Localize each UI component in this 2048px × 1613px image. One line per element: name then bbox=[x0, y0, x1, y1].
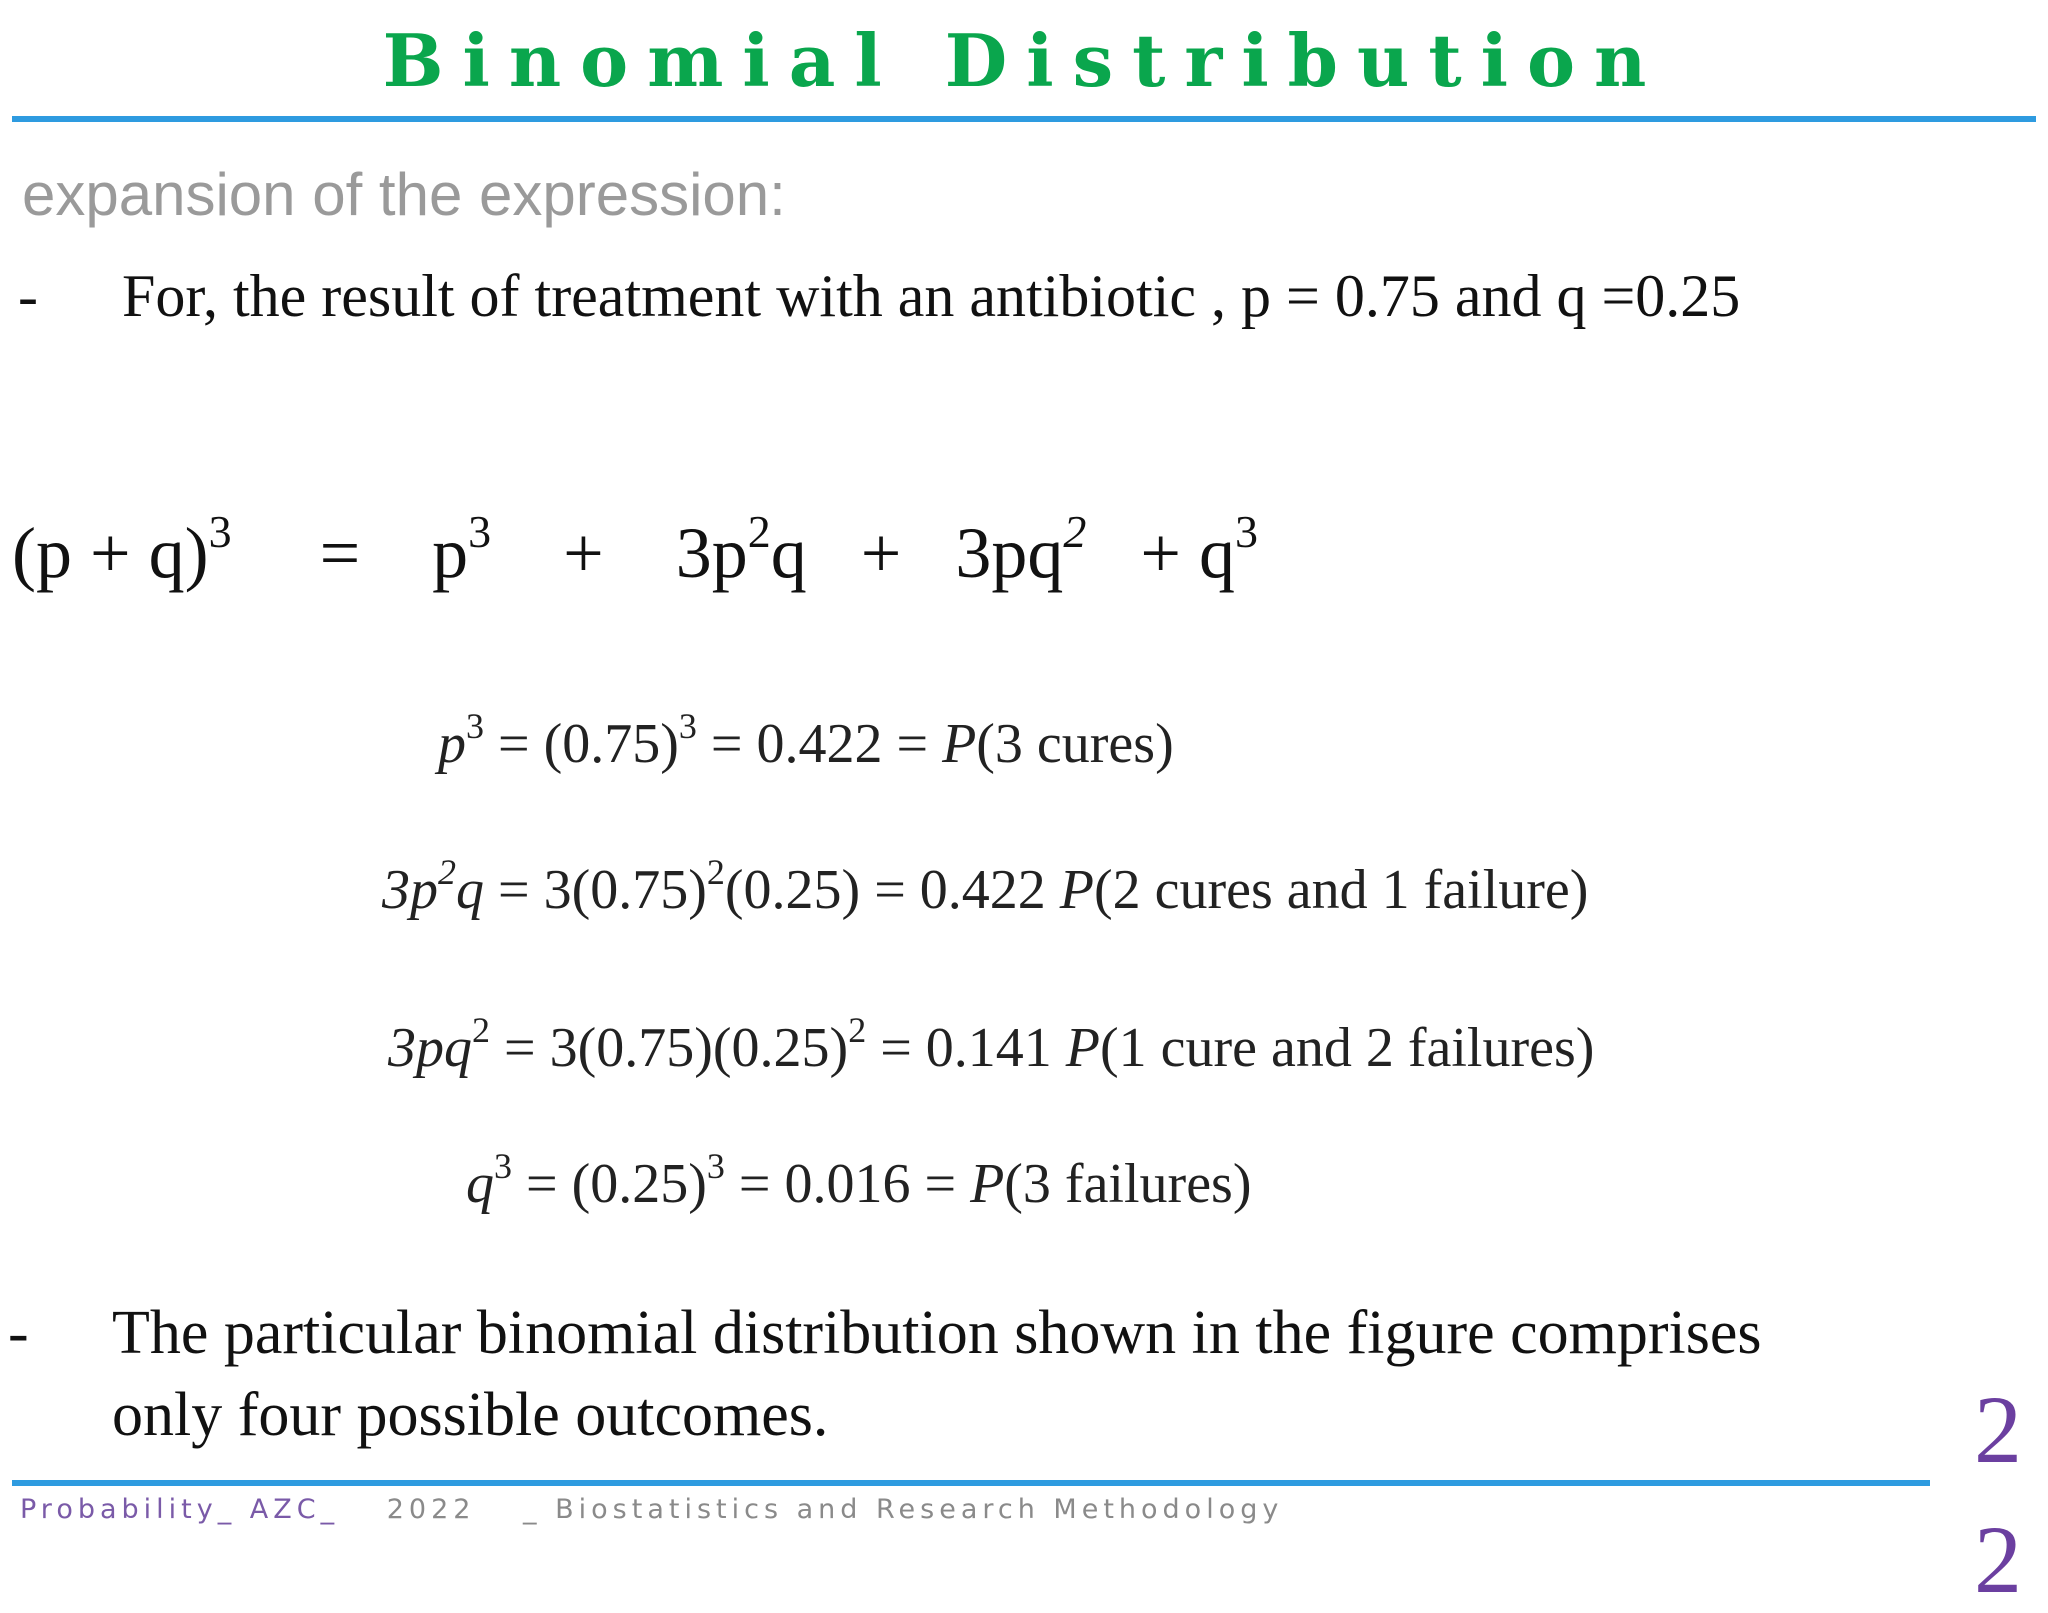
expansion-plus: + bbox=[860, 513, 902, 593]
title-underline bbox=[12, 116, 2036, 122]
bullet-treatment-text: For, the result of treatment with an antibiotic , p = 0.75 and q =0.25 bbox=[122, 263, 1741, 329]
expansion-lhs: $(p + q)^3$ bbox=[12, 506, 232, 593]
expansion-plus: + bbox=[563, 513, 604, 593]
page-number-cut: 2 bbox=[1974, 1506, 2022, 1613]
footer-subject: _ Biostatistics and Research Methodology bbox=[523, 1494, 1284, 1525]
intro-text: expansion of the expression: bbox=[22, 161, 786, 228]
page-number: 2 bbox=[1974, 1376, 2022, 1483]
equation-2-cures-1-failure: $3p^2q = 3(0.75)^2(0.25) = 0.422$ P(2 cures and 1 failure) bbox=[382, 852, 1589, 921]
expansion-equals: = bbox=[319, 513, 361, 593]
equation-1-cure-2-failures: $3pq^2 = 3(0.75)(0.25)^2 = 0.141$ P(1 cure and 2 failures) bbox=[388, 1010, 1595, 1079]
conclusion-line-1: The particular binomial distribution shown in the figure comprises bbox=[112, 1299, 1762, 1367]
bullet-dash: - bbox=[18, 263, 38, 329]
footer bbox=[20, 1494, 1289, 1525]
slide-title: Binomial Distribution bbox=[382, 18, 1666, 103]
equation-3-cures: $p^3 = (0.75)^3 = 0.422 = P(3$ cures) bbox=[438, 706, 1174, 775]
conclusion-line-2: only four possible outcomes. bbox=[112, 1381, 829, 1449]
footer-course: Probability_ AZC_ bbox=[20, 1494, 340, 1525]
footer-rule bbox=[12, 1480, 1930, 1486]
expansion-term-3pq2: $3pq^2$ bbox=[955, 506, 1087, 593]
footer-year: 2022 bbox=[386, 1494, 476, 1525]
expansion-term-q3: + $q^3$ bbox=[1140, 506, 1258, 593]
equation-3-failures: $q^3 = (0.25)^3 = 0.016 = P(3$ failures) bbox=[466, 1146, 1252, 1215]
bullet-dash: - bbox=[8, 1299, 29, 1367]
binomial-expansion bbox=[12, 506, 1258, 595]
expansion-term-3p2q: $3p^2q$ bbox=[675, 506, 807, 593]
expansion-term-p3: $p^3$ bbox=[432, 506, 492, 593]
